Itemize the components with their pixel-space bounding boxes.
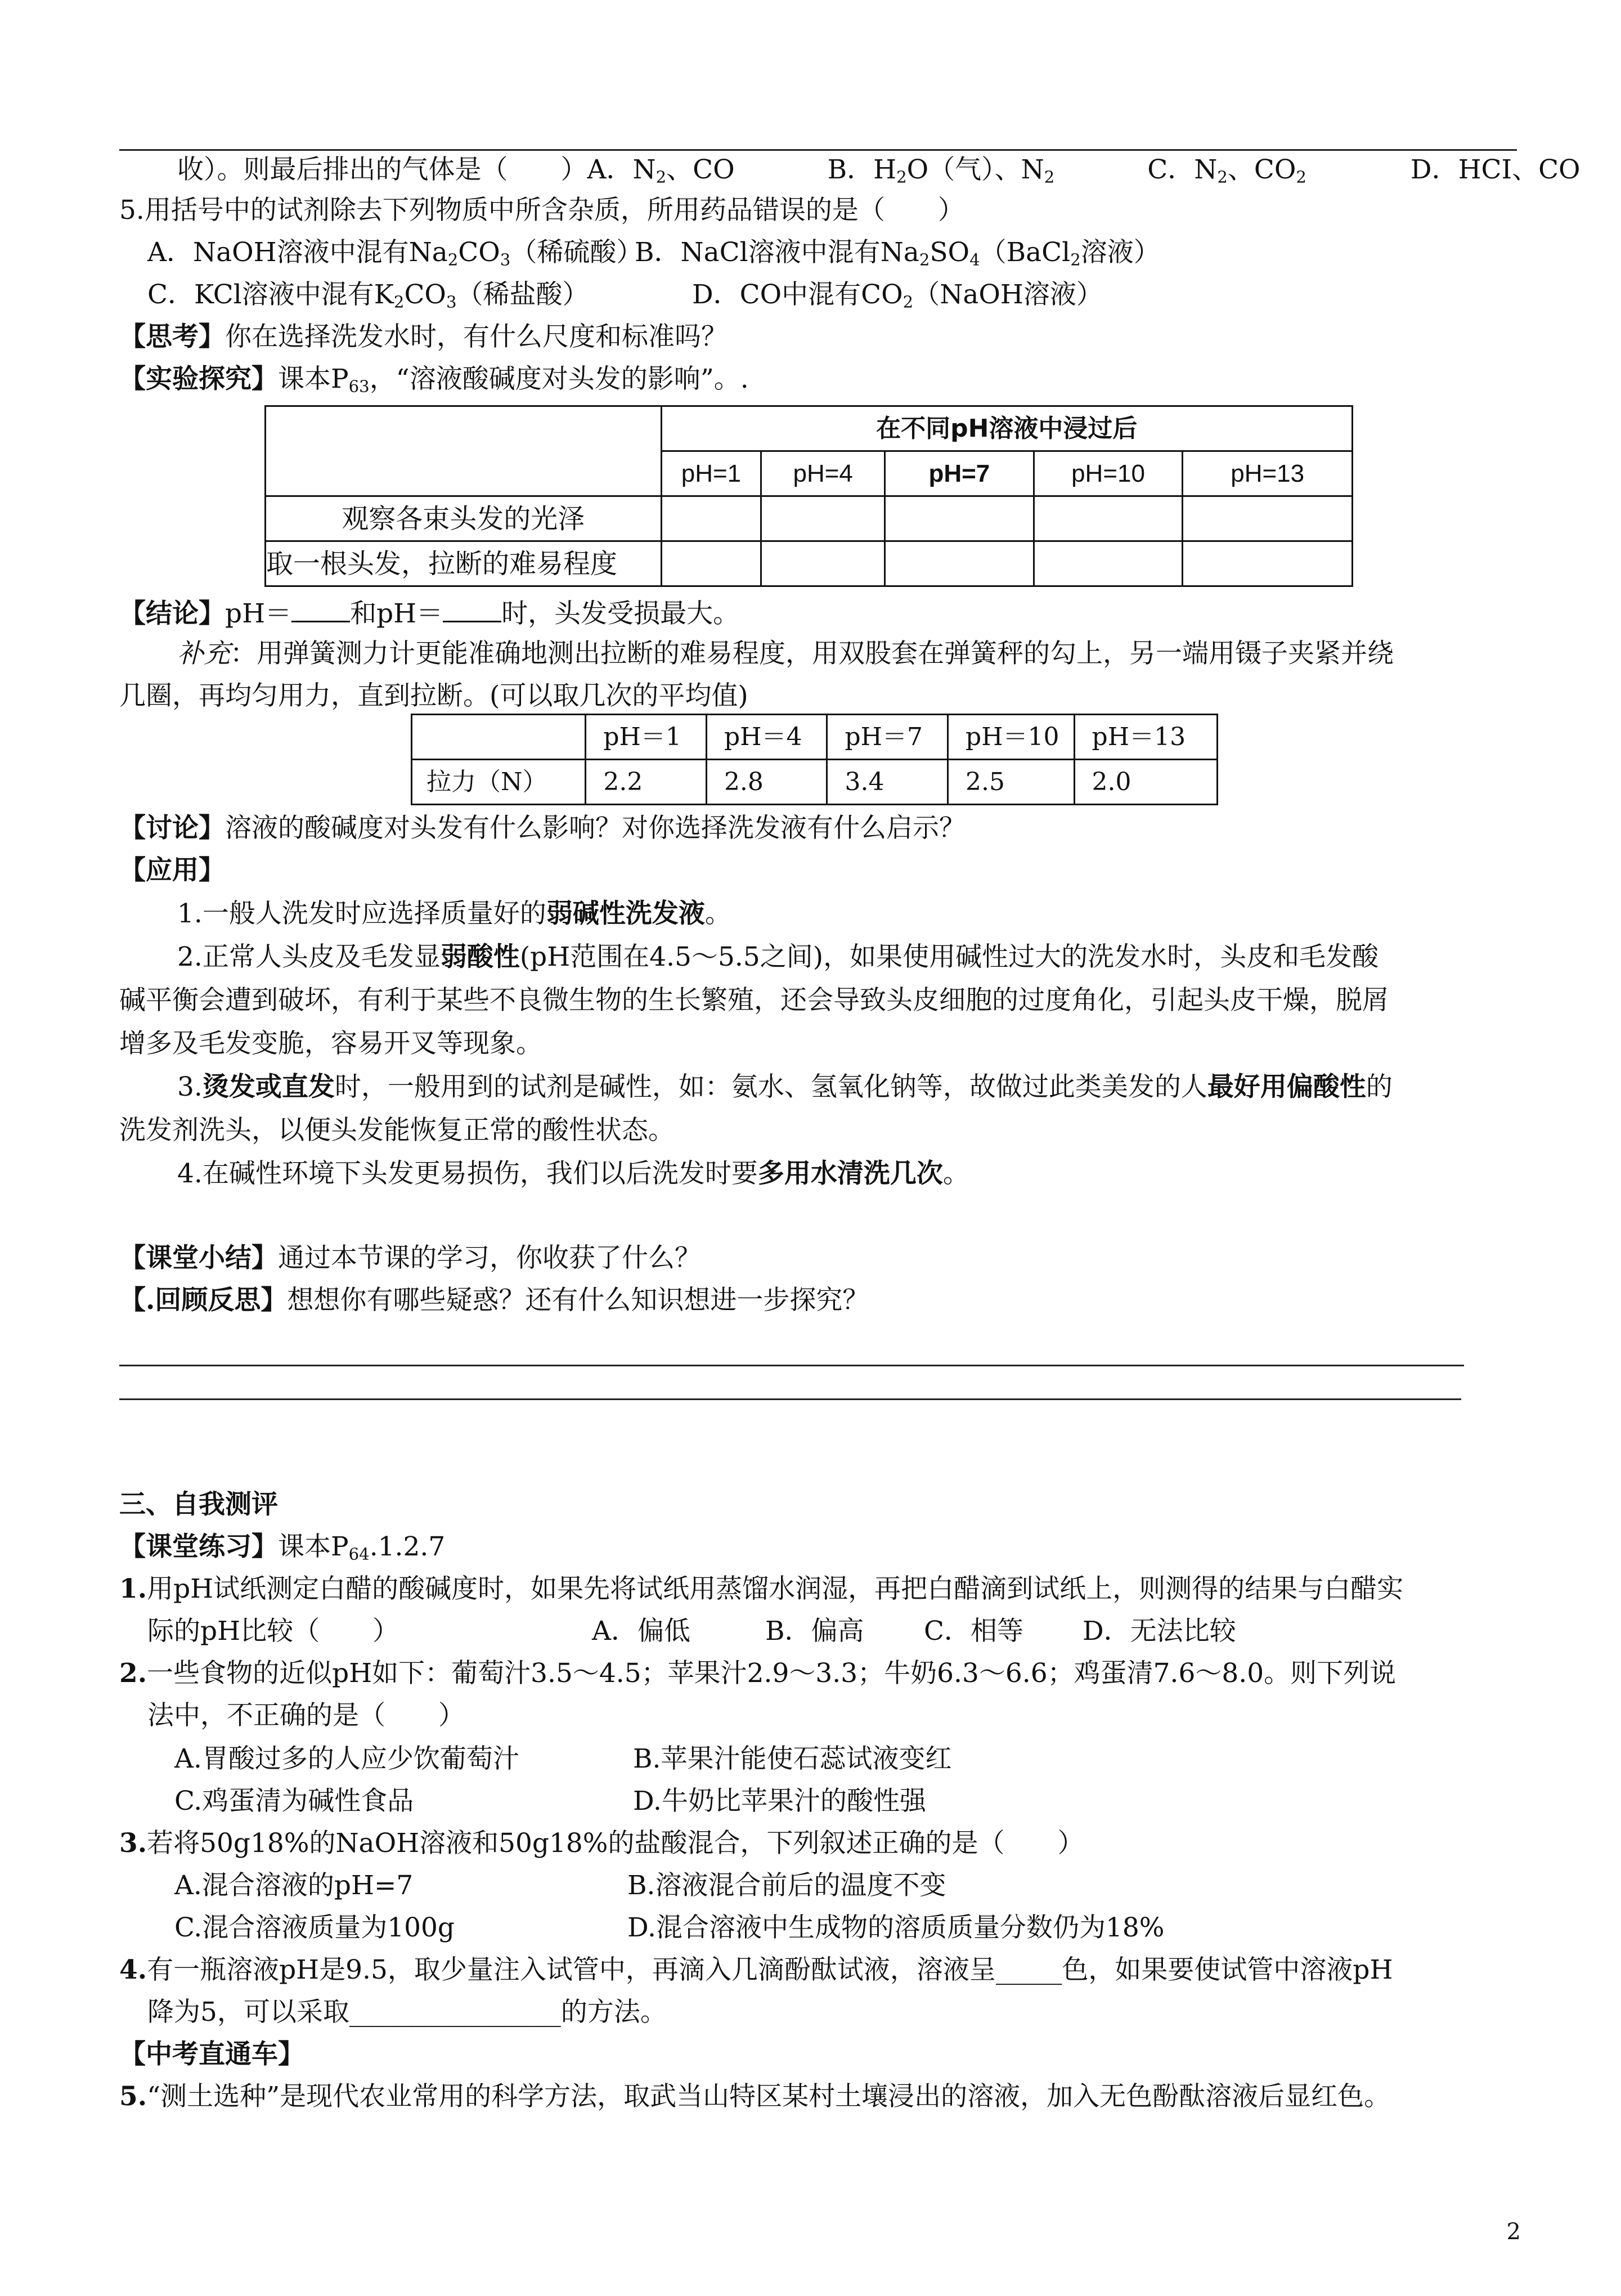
test-question-4: 4.有一瓶溶液pH是9.5，取少量注入试管中，再滴入几滴酚酞试液，溶液呈_____色，如果要使试管中溶液pH [119,1954,1393,1985]
answer-line[interactable] [119,1365,1464,1366]
test-question-2-option-c: C.鸡蛋清为碱性食品 [174,1786,414,1817]
pull-force-table [411,714,1218,805]
table-column-header: pH=7 [885,451,1034,496]
test-question-2: 2.一些食物的近似pH如下：葡萄汁3.5～4.5；苹果汁2.9～3.3；牛奶6.3～6.6；鸡蛋清7.6～8.0。则下列说 [119,1658,1397,1689]
test-question-3: 3.若将50g18%的NaOH溶液和50g18%的盐酸混合，下列叙述正确的是（ ） [119,1828,1084,1859]
test-question-3-option-b: B.溶液混合前后的温度不变 [627,1870,946,1901]
test-question-5: 5.“测土选种”是现代农业常用的科学方法，取武当山特区某村土壤浸出的溶液，加入无色酚酞溶液后显红色。 [119,2081,1391,2112]
hair-experiment-table [264,405,1353,587]
table-cell [761,541,885,586]
table-row-label: 取一根头发，拉断的难易程度 [266,541,662,586]
apply-heading: 【应用】 [119,855,225,886]
section-heading: 三、自我测评 [119,1489,278,1520]
answer-blank[interactable] [291,598,350,622]
apply-item-2-line-2: 碱平衡会遭到破坏，有利于某些不良微生物的生长繁殖，还会导致头皮细胞的过度角化，引起头皮干燥，脱屑 [119,985,1389,1016]
top-rule [119,149,1517,151]
apply-item-1: 1.一般人洗发时应选择质量好的弱碱性洗发液。 [177,898,731,929]
table-cell [1034,496,1183,541]
table-cell: 2.8 [706,760,827,805]
apply-item-3-line-2: 洗发剂洗头，以便头发能恢复正常的酸性状态。 [119,1115,675,1146]
test-question-3-option-d: D.混合溶液中生成物的溶质质量分数仍为18% [627,1912,1165,1943]
table-column-header: pH＝7 [827,715,948,760]
discuss-prompt: 【讨论】溶液的酸碱度对头发有什么影响？对你选择洗发液有什么启示？ [119,813,966,844]
test-question-2-option-a: A.胃酸过多的人应少饮葡萄汁 [174,1743,519,1774]
test-question-2-option-b: B.苹果汁能使石蕊试液变红 [633,1743,952,1774]
table-cell [661,496,761,541]
question-5-option-c: C．KCl溶液中混有$K_2CO_3$（稀盐酸） [147,279,589,312]
answer-blank[interactable] [443,598,501,622]
conclusion-line: 【结论】pH＝ 和pH＝ 时，头发受损最大。 [119,598,740,629]
table-column-header: pH=13 [1183,451,1353,496]
table-cell [1183,541,1353,586]
test-question-1-line-2: 际的pH比较（ ） A．偏低 B．偏高 C．相等 D．无法比较 [147,1616,1236,1647]
test-question-1: 1.用pH试纸测定白醋的酸碱度时，如果先将试纸用蒸馏水润湿，再把白醋滴到试纸上，则测得的结果与白醋实 [119,1573,1404,1604]
table-column-header: pH＝13 [1074,715,1217,760]
table-cell: 2.5 [948,760,1075,805]
apply-item-3: 3.烫发或直发时，一般用到的试剂是碱性，如：氨水、氢氧化钠等，故做过此类美发的人最好用偏酸性的 [177,1071,1393,1102]
table-column-header: pH=10 [1034,451,1183,496]
table-cell [1034,541,1183,586]
table-cell [1183,496,1353,541]
supplement-line-1: 补充：用弹簧测力计更能准确地测出拉断的难易程度，用双股套在弹簧秤的勾上，另一端用镊子夹紧并绕 [177,638,1394,669]
table-cell: 2.2 [586,760,707,805]
page-number: 2 [1506,2219,1521,2245]
table-corner-cell [412,715,586,760]
question-5-option-d: D．CO中混有$CO_2(NaOH$溶液） [692,279,1103,312]
exam-heading: 【中考直通车】 [119,2039,304,2070]
question-4-options: 收）。则最后排出的气体是（ ）A．$N_2$、CO B．$H_2O$（气）、$N_2$ C．$N_2$、$CO_2$ D．HCI、CO [177,154,1580,187]
table-cell [661,541,761,586]
apply-item-2: 2.正常人头皮及毛发显弱酸性(pH范围在4.5～5.5之间)，如果使用碱性过大的洗发水时，头皮和毛发酸 [177,941,1379,972]
table-group-header: 在不同pH溶液中浸过后 [661,406,1352,451]
experiment-prompt: 【实验探究】课本$P_{63}$，“溶液酸碱度对头发的影响”。. [119,364,749,396]
table-cell [885,496,1034,541]
test-question-4-line-2: 降为5，可以采取________________的方法。 [147,1997,667,2028]
class-summary: 【课堂小结】通过本节课的学习，你收获了什么？ [119,1243,701,1273]
table-column-header: pH＝1 [586,715,707,760]
think-prompt: 【思考】你在选择洗发水时，有什么尺度和标准吗？ [119,321,728,352]
table-column-header: pH＝10 [948,715,1075,760]
question-5-stem: 5.用括号中的试剂除去下列物质中所含杂质，所用药品错误的是（ ） [119,195,964,226]
test-question-2-line-2: 法中，不正确的是（ ） [147,1700,465,1731]
table-cell [761,496,885,541]
answer-line[interactable] [119,1398,1461,1400]
question-5-option-b: B．NaCl溶液中混有$Na_2SO_4(BaCl_2$溶液） [635,237,1160,270]
table-column-header: pH＝4 [706,715,827,760]
table-cell: 3.4 [827,760,948,805]
apply-item-2-line-3: 增多及毛发变脆，容易开叉等现象。 [119,1028,542,1059]
test-question-2-option-d: D.牛奶比苹果汁的酸性强 [633,1786,926,1817]
table-cell [885,541,1034,586]
test-question-3-option-c: C.混合溶液质量为100g [174,1912,455,1943]
practice-line: 【课堂练习】课本$P_{64}.1.2.7$ [119,1531,446,1564]
review-reflect: 【.回顾反思】想想你有哪些疑惑？还有什么知识想进一步探究？ [119,1285,869,1316]
supplement-line-2: 几圈，再均匀用力，直到拉断。(可以取几次的平均值) [119,680,748,711]
table-row-label: 观察各束头发的光泽 [266,496,662,541]
table-row-label: 拉力（N） [412,760,586,805]
apply-item-4: 4.在碱性环境下头发更易损伤，我们以后洗发时要多用水清洗几次。 [177,1158,969,1189]
question-5-option-a: A．NaOH溶液中混有$Na_2CO_3$（稀硫酸） [147,237,643,270]
table-column-header: pH=4 [761,451,885,496]
test-question-3-option-a: A.混合溶液的pH=7 [174,1870,414,1901]
table-cell: 2.0 [1074,760,1217,805]
table-corner-cell [266,406,662,496]
table-column-header: pH=1 [661,451,761,496]
